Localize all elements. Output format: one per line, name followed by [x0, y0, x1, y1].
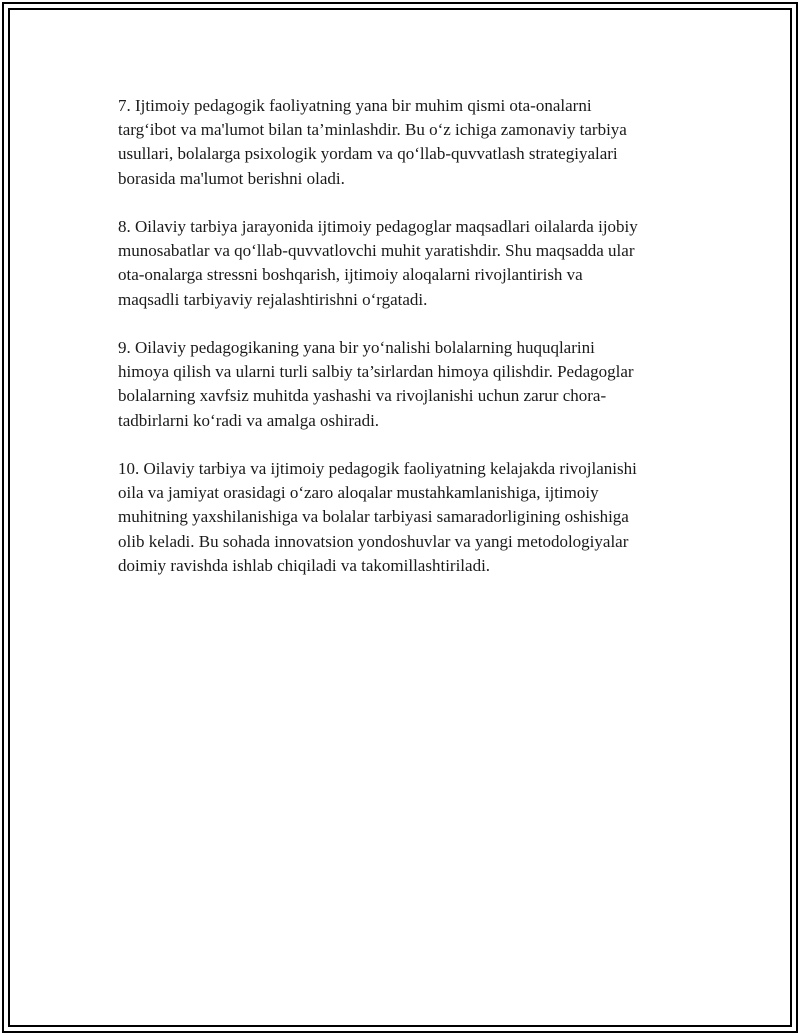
text-line: 10. Oilaviy tarbiya va ijtimoiy pedagogik faoliyatning kelajakda rivojlanishi	[118, 459, 637, 478]
paragraph-9	[118, 336, 690, 433]
paragraph-7	[118, 94, 690, 191]
text-line: doimiy ravishda ishlab chiqiladi va takomillashtiriladi.	[118, 555, 491, 575]
text-line: 8. Oilaviy tarbiya jarayonida ijtimoiy pedagoglar maqsadlari oilalarda ijobiy	[118, 217, 638, 236]
text-line: 9. Oilaviy pedagogikaning yana bir yo‘nalishi bolalarning huquqlarini	[118, 338, 595, 357]
text-line: ota-onalarga stressni boshqarish, ijtimoiy aloqalarni rivojlantirish va	[118, 265, 583, 285]
text-line: bolalarning xavfsiz muhitda yashashi va rivojlanishi uchun zarur chora-	[118, 386, 607, 406]
text-line: oila va jamiyat orasidagi o‘zaro aloqalar mustahkamlanishiga, ijtimoiy	[118, 483, 599, 503]
document-body	[118, 94, 690, 602]
text-line: muhitning yaxshilanishiga va bolalar tarbiyasi samaradorligining oshishiga	[118, 507, 629, 527]
text-line: 7. Ijtimoiy pedagogik faoliyatning yana bir muhim qismi ota-onalarni	[118, 96, 592, 115]
text-line: maqsadli tarbiyaviy rejalashtirishni o‘rgatadi.	[118, 289, 428, 309]
text-line: himoya qilish va ularni turli salbiy ta’sirlardan himoya qilishdir. Pedagoglar	[118, 362, 634, 382]
text-line: borasida ma'lumot berishni oladi.	[118, 168, 345, 188]
text-line: olib keladi. Bu sohada innovatsion yondoshuvlar va yangi metodologiyalar	[118, 531, 629, 551]
paragraph-8	[118, 215, 690, 312]
text-line: munosabatlar va qo‘llab-quvvatlovchi muhit yaratishdir. Shu maqsadda ular	[118, 241, 635, 261]
paragraph-10	[118, 457, 690, 578]
text-line: usullari, bolalarga psixologik yordam va qo‘llab-quvvatlash strategiyalari	[118, 144, 618, 164]
text-line: targ‘ibot va ma'lumot bilan ta’minlashdir. Bu o‘z ichiga zamonaviy tarbiya	[118, 120, 627, 140]
text-line: tadbirlarni ko‘radi va amalga oshiradi.	[118, 410, 380, 430]
